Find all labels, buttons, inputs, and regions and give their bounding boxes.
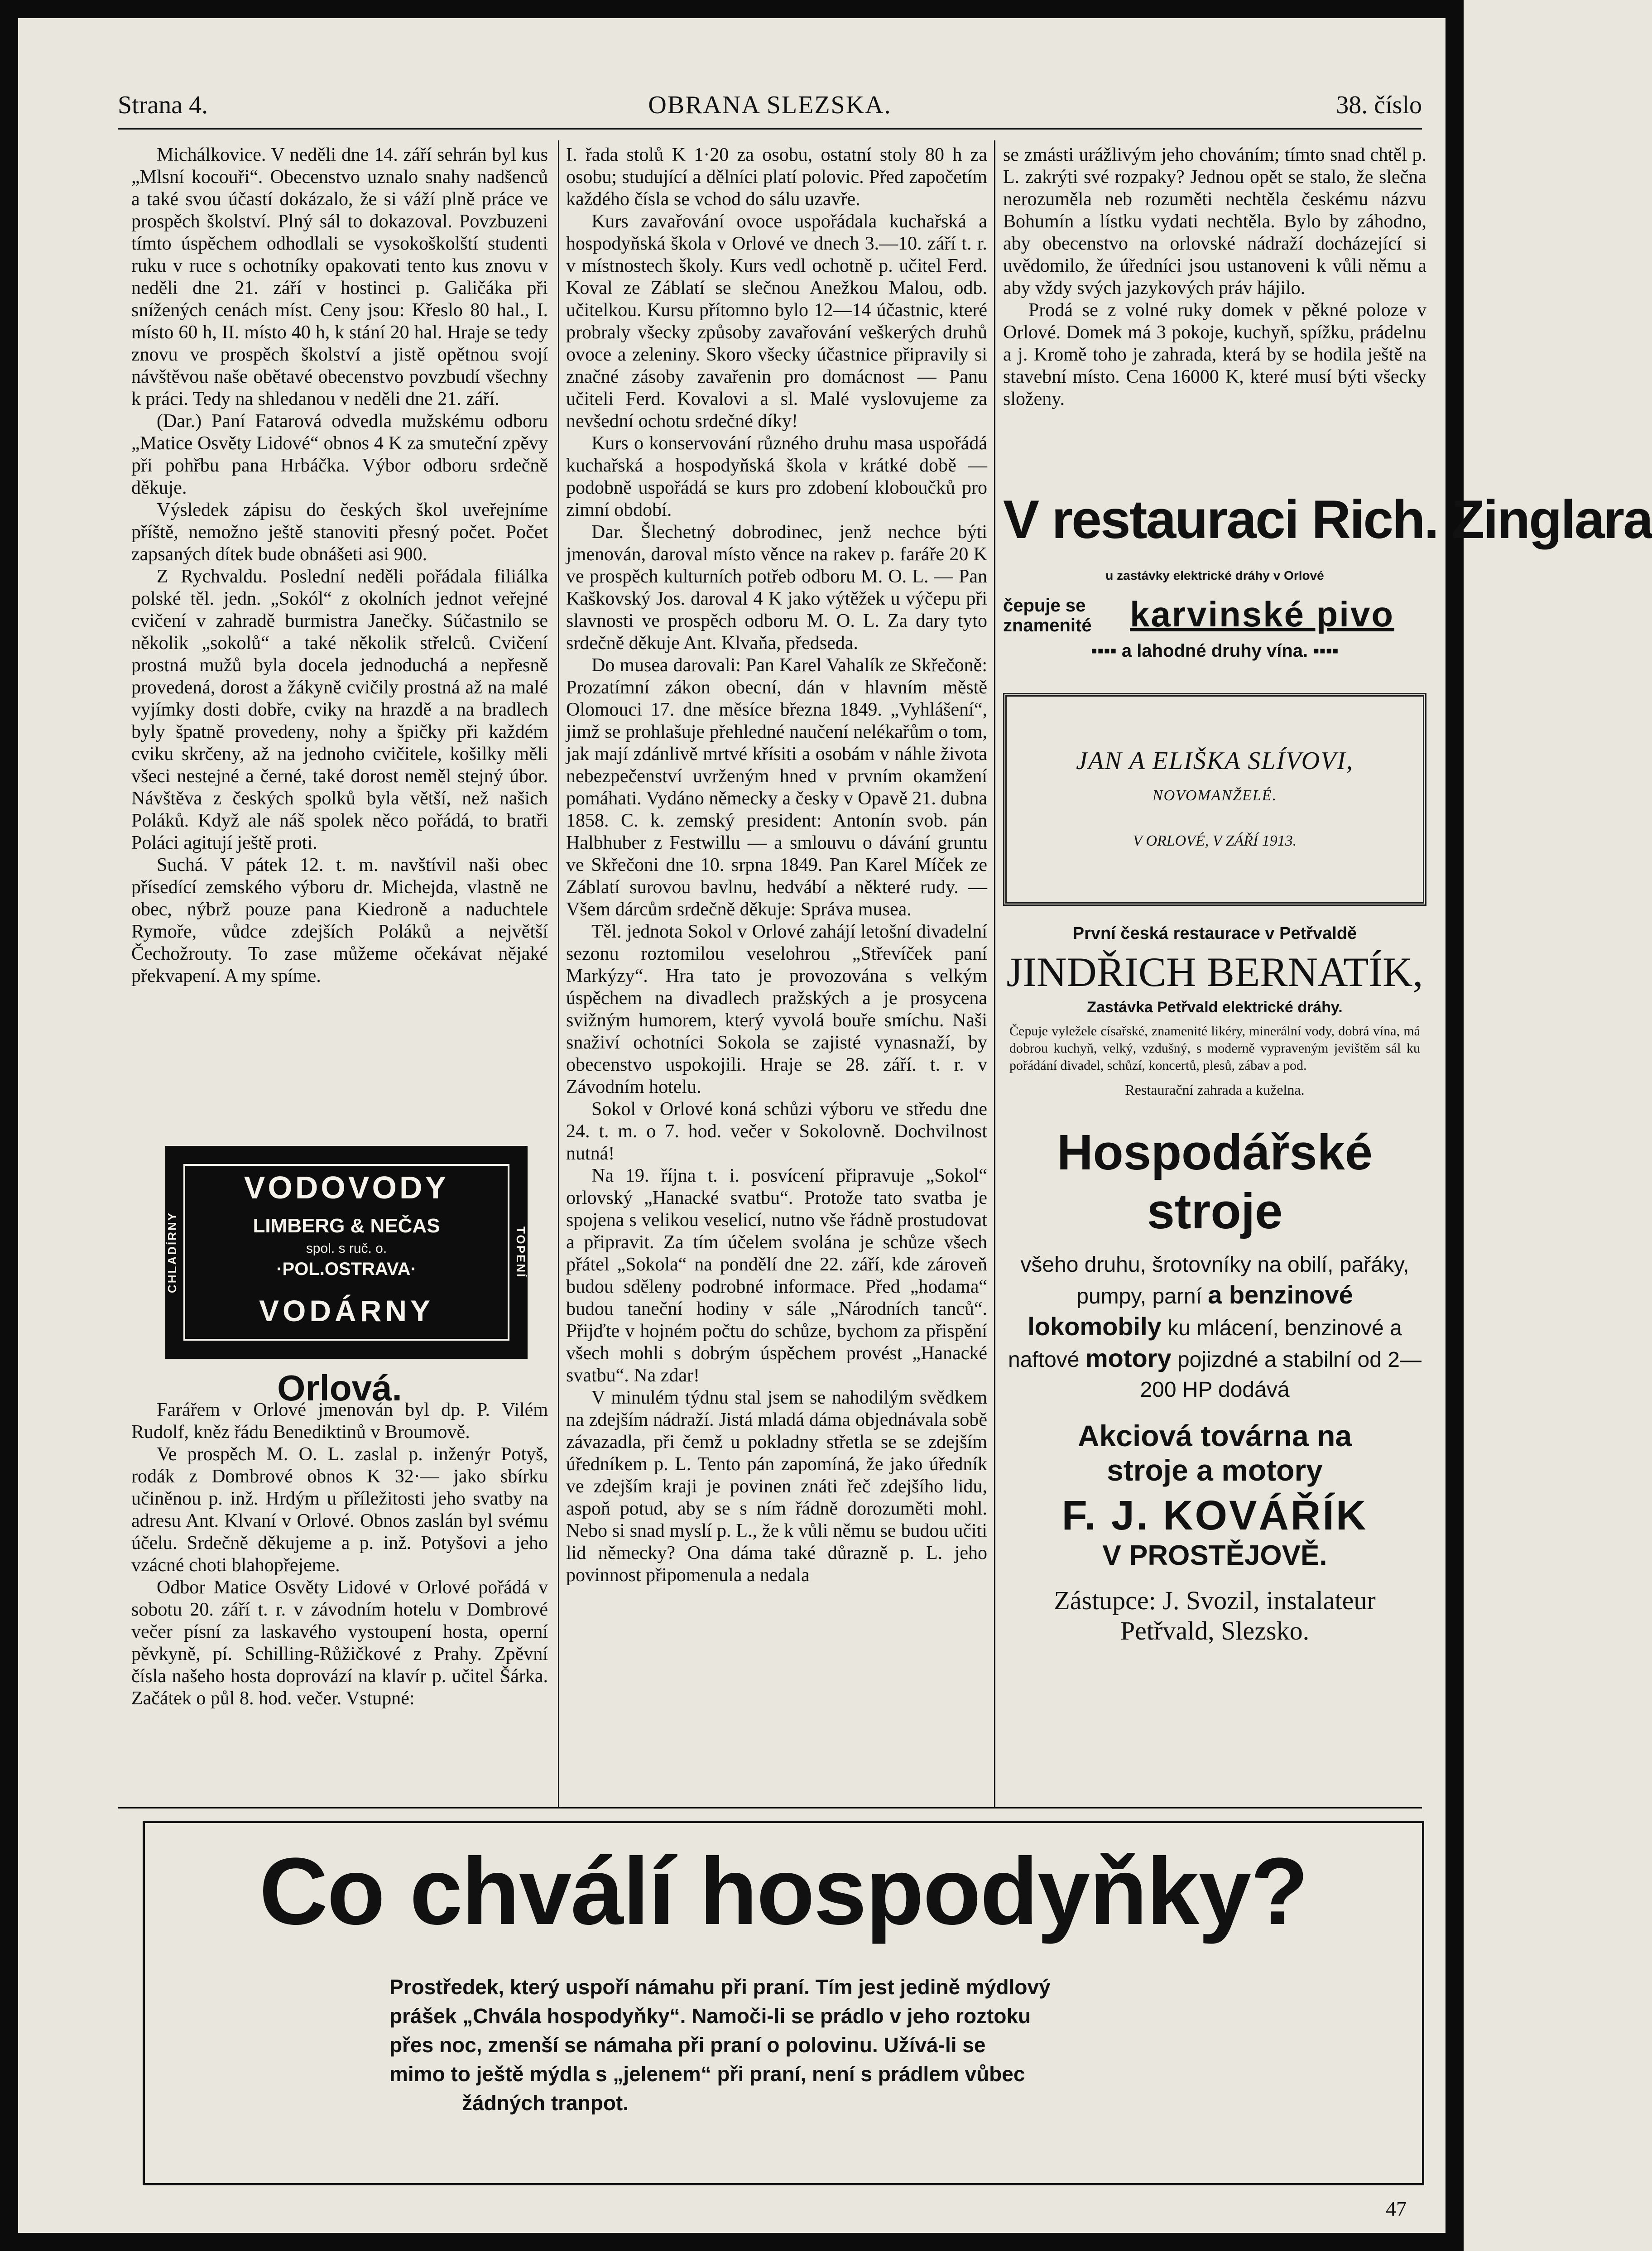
section-title-orlova: Orlová.: [277, 1368, 402, 1408]
bernatik-name: JINDŘICH BERNATÍK,: [1006, 949, 1423, 995]
wedding-place: V ORLOVÉ, V ZÁŘÍ 1913.: [1133, 832, 1297, 849]
zinglar-wine-text: a lahodné druhy vína.: [1121, 641, 1308, 661]
chvala-text: [389, 1972, 1340, 2117]
column-2: [566, 144, 987, 1587]
stroje-ad: [1003, 1123, 1426, 1646]
article-odbor-matice: Odbor Matice Osvěty Lidové v Orlové pořádá v sobotu 20. září t. r. v závodním hotelu v Dombrové večer písní za laskavého vystoupení hosta, operní pěvkyně, pí. Schilling-Růžičkové z Prahy. Zpěvní čísla našeho hosta doprovází na klavír p. učitel Šárka. Začátek o půl 8. hod. večer. Vstupné:: [131, 1577, 548, 1709]
vodo-line-1: VODOVODY: [244, 1170, 449, 1205]
article-kurs-konservovani: Kurs o konservování různého druhu masa uspořádá kuchařská a hospodyňská škola v krátké době — podobně uspořádá se kurs pro zdobení kloboučků pro zimní období.: [566, 433, 987, 520]
wedding-names: JAN A ELIŠKA SLÍVOVI,: [1076, 747, 1354, 775]
column-1-bottom: [131, 1368, 548, 1710]
page-header: [118, 91, 1422, 122]
zinglar-headline: V restauraci Rich. Zinglara: [1003, 489, 1652, 550]
stroje-firm-2: stroje a motory: [1107, 1453, 1323, 1487]
article-michalkovice: Michálkovice. V neděli dne 14. září sehrán byl kus „Mlsní kocouři“. Obecenstvo uznalo snahy nadšenců a také svou účastí dokázalo, že si váží plně práce ve prospěch školství. Plný sál to dokazoval. Povzbuzeni tímto úspěchem odhodlali se vysokoškolští studenti ruku v ruce s ochotníky opakovati tento kus znovu v neděli dne 21. září v hostinci p. Galičáka při snížených cenách míst. Ceny jsou: Křeslo 80 hal., I. místo 60 h, II. místo 40 h, k stání 20 hal. Hraje se tedy znovu ve prospěch školství a jistě opětnou svojí návštěvou naše obětavé obecenstvo povzbudí všechny k práci. Tedy na shledanou v neděli dne 21. září.: [131, 144, 548, 409]
issue-number: 38. číslo: [1336, 91, 1422, 119]
article-sucha: Suchá. V pátek 12. t. m. navštívil naši obec přísedící zemského výboru dr. Michejda, vlastně ne obec, nýbrž pouze pana Kiedroně a naduchtele Rymoře, vůdce zdejších Poláků a největší Čechožrouty. To zase můžeme očekávat nějaké překvapení. A my spíme.: [131, 855, 548, 986]
chvala-line-3: přes noc, zmenší se námaha při praní o polovinu. Užívá-li se: [389, 2033, 986, 2057]
stroje-motory: motory: [1085, 1344, 1172, 1372]
chvala-line-5: žádných tranpot.: [462, 2091, 629, 2115]
article-rychvald: Z Rychvaldu. Poslední neděli pořádala filiálka polské těl. jedn. „Sokól“ z okolních jednot veřejné cvičení v zahradě burmistra Janečky. Súčastnilo se několik „sokolů“ a také několik střelců. Cvičení prostná mužů byla docela jednoduchá a nepřesně provedená, dorost a žákyně cvičily prostná až na malé vyjímky dosti dobře, cviky na hrazdě a na bradlech byly špatně provedeny, nohy a špičky při každém cviku skrčeny, až na jednoho cvičitele, košilky měli všeci nestejné a černé, také dorost neměl stejný úbor. Návštěva z českých spolků byla větší, než našich Poláků. Když ale náš spolek něco pořádá, to bratři Poláci agitují ještě proti.: [131, 566, 548, 853]
vodo-line-3: spol. s ruč. o.: [306, 1241, 387, 1256]
stroje-firm-3: F. J. KOVÁŘÍK: [1061, 1492, 1368, 1539]
stroje-agent-1: Zástupce: J. Svozil, instalateur: [1054, 1586, 1376, 1615]
article-nadrazi-cont: se zmásti urážlivým jeho chováním; tímto snad chtěl p. L. zakrýti své rozpaky? Jednou opět se stalo, že slečna nerozuměla neb rozuměti nechtěla českému názvu Bohumín a lístku vydati nechtěla. Bylo by záhodno, aby obecenstvo na orlovské nádraží docházející si uvědomilo, že úředníci jsou ustanoveni k vůli němu a aby vždy svých jazykových práv hájilo.: [1003, 144, 1426, 298]
column-1: [131, 144, 548, 987]
column-rule-2: [994, 140, 995, 1807]
chvala-line-4: mimo to ještě mýdla s „jelenem“ při praní, není s prádlem vůbec: [389, 2062, 1025, 2086]
stroje-body: [1003, 1250, 1426, 1405]
header-rule: [118, 128, 1422, 130]
stroje-firm-4: V PROSTĚJOVĚ.: [1102, 1540, 1327, 1571]
article-posviceni: Na 19. října t. i. posvícení připravuje „Sokol“ orlovský „Hanacké svatbu“. Protože tato svatba je spojena s velikou veselicí, nutno vše řádně prostudovat a připravit. Za tím účelem svolána je schůze všech přátel „Sokola“ na pondělí dne 22. září, kde zároveň budou sděleny podrobné informace. Před „hodama“ budou taneční hodiny v sále „Národních tanců“. Přijďte v hojném počtu do schůze, bychom za přispění všech mohli s dobrým úspěchem provést „Hanacké svatbu“. Na zdar!: [566, 1165, 987, 1386]
article-dar-2: Dar. Šlechetný dobrodinec, jenž nechce býti jmenován, daroval místo věnce na rakev p. faráře 20 K ve prospěch kulturních potřeb odboru M. O. L. — Pan Kaškovský Jos. daroval 4 K jako výtěžek u výčepu při slavnosti ve prospěch odboru M. O. L. Za dary tyto srdečně děkuje Ant. Klvaňa, předseda.: [566, 522, 987, 654]
stroje-body-1: všeho druhu, šrotovníky na obilí, pařáky, pumpy, parní: [1020, 1253, 1409, 1308]
column-3: [1003, 144, 1426, 410]
article-nadrazi: V minulém týdnu stal jsem se nahodilým svědkem na zdejším nádraží. Jistá mladá dáma objednávala sobě závazadla, při čemž u pokladny střetla se se zdejším úředníkem p. L. Tento pán zapomíná, že jako úředník ve zdejším kraji je povinen znáti řeč zdejšího lidu, aspoň potud, aby se s ním řádně dorozuměti mohl. Nebo si snad myslí p. L., že k vůli němu se budou učiti lid německy? Ona dáma také důrazně p. L. jeho povinnost připomenula a nedala: [566, 1387, 987, 1586]
article-proda-se: Prodá se z volné ruky domek v pěkné poloze v Orlové. Domek má 3 pokoje, kuchyň, spížku, prádelnu a j. Kromě toho je zahrada, která by se hodila ještě na stavební místo. Cena 16000 K, které musí býti všecky složeny.: [1003, 300, 1426, 409]
article-kurs-zavarovani: Kurs zavařování ovoce uspořádala kuchařská a hospodyňská škola v Orlové ve dnech 3.—10. září t. r. v místnostech školy. Kurs vedl ochotně p. učitel Ferd. Koval ze Záblatí se slečnou Anežkou Malou, odb. učitelkou. Kursu přítomno bylo 12—14 účastnic, které probraly všecky způsoby zavařování veškerých druhů ovoce a zeleniny. Skoro všecky účastnice připravily si značné zásoby zavařenin pro domácnost — Panu učiteli Ferd. Kovalovi a sl. Malé vyslovujeme za nevšední ochotu srdečné díky!: [566, 211, 987, 432]
zinglar-cepuje: čepuje se znamenité: [1003, 596, 1092, 635]
bernatik-footer: Restaurační zahrada a kuželna.: [1125, 1082, 1305, 1098]
article-musea: Do musea darovali: Pan Karel Vahalík ze Skřečoně: Prozatímní zákon obecní, dán v hlavním městě Olomouci 17. dne měsíce března 1849. „Vyhlášení“, jimž se prohlašuje přehledné naučení nelékařům o tom, jak mají zdánlivě mrtvé křísiti a osobám v náhle života nebezpečenství uvrženým hned v prvním okamžení pomáhati. Vydáno německy a česky v Opavě 21. dubna 1858. C. k. zemský president: Antonín svob. pán Halbhuber z Festwillu — a smlouvu o dávání gruntu ve Skřečoni dne 10. srpna 1849. Pan Karel Míček ze Záblatí surovou bavlnu, hedvábí a některé rudy. — Všem dárcům srdečně děkuje: Správa musea.: [566, 655, 987, 920]
stroje-lokomobily: a benzinové lokomobily: [1028, 1280, 1353, 1341]
zinglar-ad: [1003, 480, 1652, 684]
article-sokol-divadlo: Těl. jednota Sokol v Orlové zahájí letošní divadelní sezonu roztomilou veselohrou „Střevíček paní Markýzy“. Hra tato je provozována s velkým úspěchem na divadlech pražských a je prosycena svižným humorem, který vyvolá bouře smíchu. Naši snaživí ochotníci Sokola se zajisté vynasnaží, by obecenstvo uspokojili. Hraje se 28. září. t. r. v Závodním hotelu.: [566, 921, 987, 1097]
bernatik-ad: [1003, 924, 1426, 1098]
stroje-firm-1: Akciová továrna na: [1077, 1419, 1352, 1453]
vodovody-ad: [165, 1146, 528, 1359]
zinglar-wine: ▪▪▪▪ a lahodné druhy vína. ▪▪▪▪: [1091, 641, 1339, 661]
chvala-line-1: Prostředek, který uspoří námahu při praní. Tím jest jedině mýdlový: [389, 1975, 1051, 1999]
article-ve-prospech: Ve prospěch M. O. L. zaslal p. inženýr Potyš, rodák z Dombrové obnos K 32·— jako sbírku učiněnou p. inž. Hrdým u příležitosti jeho svatby na adresu Ant. Klvaní v Orlové. Obnos zaslán byl svému účelu. Srdečně děkujeme a p. inž. Potyšovi a jeho vzácné choti blahopřejeme.: [131, 1444, 548, 1576]
bottom-rule: [118, 1807, 1422, 1808]
article-rada-stolu: I. řada stolů K 1·20 za osobu, ostatní stoly 80 h za osobu; studující a dělníci platí polovic. Před započetím každého čísla se vchod do sálu uzavře.: [566, 144, 987, 210]
stroje-body-3: pojizdné a stabilní od 2—200 HP dodává: [1140, 1348, 1421, 1402]
vodo-line-4: ·POL.OSTRAVA·: [276, 1259, 417, 1279]
chvala-line-2: prášek „Chvála hospodyňky“. Namoči-li se prádlo v jeho roztoku: [389, 2004, 1031, 2028]
zinglar-beer-row: [1003, 591, 1426, 641]
article-sokol-schuze: Sokol v Orlové koná schůzi výboru ve středu dne 24. t. m. o 7. hod. večer v Sokolovně. Dochvilnost nutná!: [566, 1099, 987, 1164]
zinglar-sub: u zastávky elektrické dráhy v Orlové: [1105, 568, 1324, 582]
newspaper-title: OBRANA SLEZSKA.: [648, 91, 892, 119]
wedding-role: NOVOMANŽELÉ.: [1152, 787, 1277, 804]
stroje-h1: Hospodářské: [1057, 1125, 1373, 1180]
article-farar: Farářem v Orlové jmenován byl dp. P. Vilém Rudolf, kněz řádu Benediktinů v Broumově.: [131, 1400, 548, 1443]
article-vysledek: Výsledek zápisu do českých škol uveřejníme příště, nemožno ještě stanoviti přesný počet. Počet zapsaných dítek bude obnášeti asi 900.: [131, 500, 548, 565]
zinglar-beer: karvinské pivo: [1130, 594, 1394, 634]
vodo-line-5: VODÁRNY: [259, 1294, 434, 1328]
page-number: Strana 4.: [118, 91, 208, 119]
article-dar: (Dar.) Paní Fatarová odvedla mužskému odboru „Matice Osvěty Lidové“ obnos 4 K za smuteční zpěvy při pohřbu pana Hrbáčka. Výbor odboru srdečně děkuje.: [131, 411, 548, 498]
bernatik-sub: Zastávka Petřvald elektrické dráhy.: [1087, 999, 1343, 1016]
chvala-ad: [143, 1821, 1424, 2185]
vodo-line-2: LIMBERG & NEČAS: [253, 1215, 440, 1237]
stroje-body-2: ku mlácení, benzinové a naftové: [1008, 1316, 1402, 1372]
vodo-side-left: CHLADÍRNY: [165, 1211, 179, 1294]
bernatik-body: Čepuje vyležele císařské, znamenité likéry, minerální vody, dobrá vína, má dobrou kuchyň, velký, vzdušný, s moderně vypraveným jevištěm sál ku pořádání divadel, schůzí, koncertů, plesů, zábav a pod.: [1009, 1024, 1420, 1073]
stroje-h2: stroje: [1147, 1183, 1283, 1239]
chvala-headline: Co chválí hospodyňky?: [259, 1838, 1308, 1944]
column-rule-1: [558, 140, 559, 1807]
footer-page-number: 47: [1386, 2197, 1407, 2220]
vodo-side-right: TOPENÍ: [514, 1226, 528, 1279]
wedding-notice: [1003, 693, 1426, 906]
stroje-agent-2: Petřvald, Slezsko.: [1120, 1616, 1310, 1645]
vodo-frame: [183, 1164, 509, 1341]
bernatik-top: První česká restaurace v Petřvaldě: [1072, 924, 1357, 943]
